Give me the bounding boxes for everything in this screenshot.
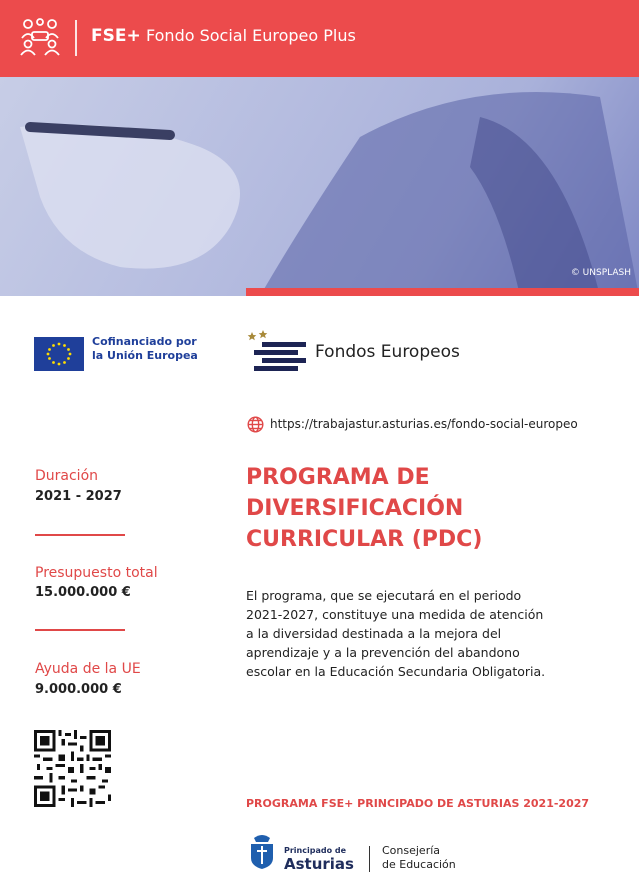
program-description — [246, 586, 591, 681]
fondos-europeos-text: Fondos Europeos — [315, 342, 460, 362]
asturias-big-text: Asturias — [284, 855, 354, 873]
duration-label: Duración — [35, 468, 99, 484]
program-description-line: El programa, que se ejecutará en el periodo — [246, 588, 522, 603]
sidebar-divider — [35, 534, 125, 536]
header-title: Fondo Social Europeo Plus — [146, 26, 356, 45]
program-description-line: escolar en la Educación Secundaria Obligatoria. — [246, 664, 546, 679]
header-brand: FSE+ — [91, 26, 141, 46]
eu-text-line1: Cofinanciado por — [92, 335, 197, 348]
header-divider — [75, 20, 77, 56]
eu-aid-label: Ayuda de la UE — [35, 661, 141, 677]
asturias-small-text: Principado de — [284, 846, 347, 855]
people-group-icon — [20, 18, 60, 56]
photo-credit: © UNSPLASH — [570, 268, 631, 278]
eu-flag-icon — [34, 337, 84, 371]
program-description-line: 2021-2027, constituye una medida de atención — [246, 607, 544, 622]
consejeria-line1: Consejería — [382, 844, 441, 857]
program-title-line3: CURRICULAR (PDC) — [246, 527, 483, 552]
eu-text-line2: la Unión Europea — [92, 349, 198, 362]
program-title-line1: PROGRAMA DE — [246, 465, 430, 490]
program-title-line2: DIVERSIFICACIÓN — [246, 496, 464, 521]
footer-divider — [369, 846, 370, 872]
budget-label: Presupuesto total — [35, 565, 158, 581]
website-link[interactable]: https://trabajastur.asturias.es/fondo-social-europeo — [270, 417, 578, 431]
fondos-europeos-logo-icon — [246, 330, 306, 372]
eu-cofinanced-text — [92, 335, 202, 363]
globe-icon — [247, 416, 264, 433]
hero-photo-illustration — [0, 77, 639, 296]
accent-bar — [246, 288, 639, 296]
header-bar — [0, 0, 639, 77]
hero-photo — [0, 77, 639, 296]
footer-program-name: PROGRAMA FSE+ PRINCIPADO DE ASTURIAS 2021-2027 — [246, 797, 590, 810]
sidebar-divider — [35, 629, 125, 631]
program-title — [246, 462, 606, 555]
program-description-line: aprendizaje y a la prevención del abandono — [246, 645, 520, 660]
budget-value: 15.000.000 € — [35, 585, 131, 600]
duration-value: 2021 - 2027 — [35, 489, 122, 504]
program-description-line: a la diversidad destinada a la mejora del — [246, 626, 502, 641]
qr-code-icon[interactable] — [34, 730, 111, 807]
consejeria-text — [382, 844, 472, 872]
eu-aid-value: 9.000.000 € — [35, 682, 122, 697]
consejeria-line2: de Educación — [382, 858, 456, 871]
asturias-crest-icon — [249, 832, 275, 870]
